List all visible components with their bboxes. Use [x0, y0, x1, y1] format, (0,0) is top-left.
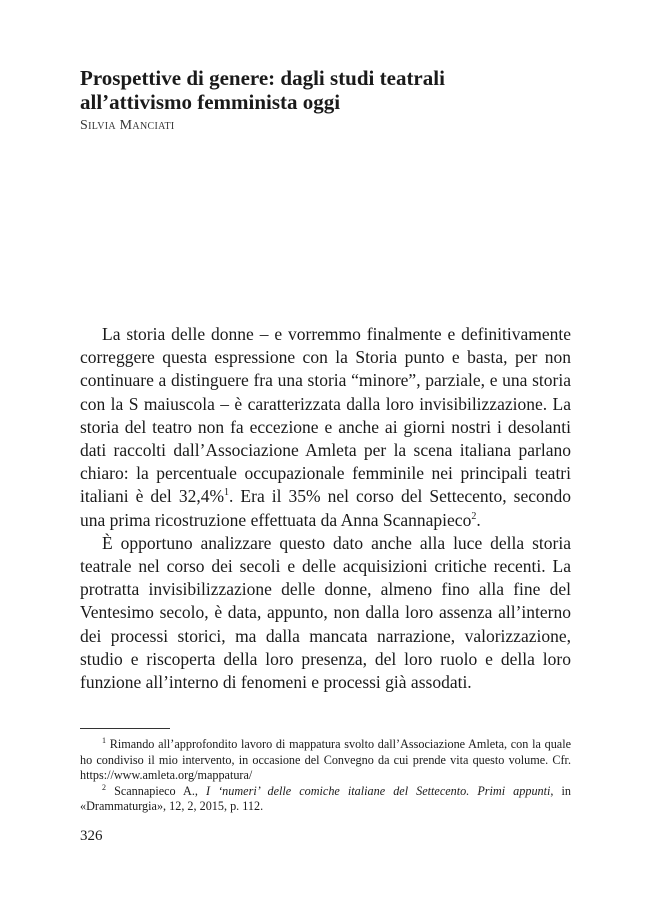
footnote-1-text: Rimando all’approfondito lavoro di mappatura svolto dall’Associazione Amleta, con la quale ho condiviso il mio intervento, in occasione del Convegno da cui prende vita questo volume. Cfr. https://www.amleta.org/mappatura/ — [80, 737, 571, 782]
article-body — [80, 323, 571, 694]
paragraph-1-text-c: . — [476, 509, 481, 530]
footnote-2-text-a: Scannapieco A., — [106, 783, 206, 798]
article-title — [80, 66, 571, 114]
footnote-ref-1: 1 — [224, 487, 230, 499]
footnote-ref-2: 2 — [471, 510, 477, 522]
paragraph-1-text-b: . Era il 35% nel corso del Settecento, secondo una prima ricostruzione effettuata da Anna Scannapieco — [80, 486, 571, 530]
footnote-divider — [80, 728, 170, 729]
footnote-1 — [80, 737, 571, 784]
paragraph-1-text-a: La storia delle donne – e vorremmo finalmente e definitivamente correggere questa espressione con la Storia punto e basta, per non continuare a distinguere fra una storia “minore”, parziale, e una storia con la S maiuscola – è caratterizzata dalla loro invisibilizzazione. La storia del teatro non fa eccezione e anche ai giorni nostri i desolanti dati raccolti dall’Associazione Amleta per la scena italiana parlano chiaro: la percentuale occupazionale femminile nei principali teatri italiani è del 32,4% — [80, 324, 571, 507]
article-title-line1: Prospettive di genere: dagli studi teatrali — [80, 66, 445, 90]
footnote-2-italic-title: I ‘numeri’ delle comiche italiane del Settecento. Primi appunti — [206, 783, 551, 798]
footnote-2 — [80, 784, 571, 815]
footnote-1-number: 1 — [102, 735, 106, 745]
article-header — [80, 66, 571, 135]
footnotes — [80, 728, 571, 815]
page-number: 326 — [80, 828, 103, 844]
paragraph-2: È opportuno analizzare questo dato anche alla luce della storia teatrale nel corso dei secoli e delle acquisizioni critiche recenti. La protratta invisibilizzazione delle donne, almeno fino alla fine del Ventesimo secolo, è data, appunto, non dalla loro assenza all’interno dei processi storici, ma dalla mancata narrazione, valorizzazione, studio e riscoperta della loro presenza, del loro ruolo e della loro funzione all’interno di fenomeni e processi già assodati. — [80, 532, 571, 693]
article-title-line2: all’attivismo femminista oggi — [80, 90, 341, 114]
article-author: Silvia Manciati — [80, 118, 175, 133]
footnote-2-number: 2 — [102, 782, 106, 792]
paragraph-1 — [80, 323, 571, 532]
footnote-2-text-b: , in «Drammaturgia», 12, 2, 2015, p. 112. — [80, 783, 571, 813]
